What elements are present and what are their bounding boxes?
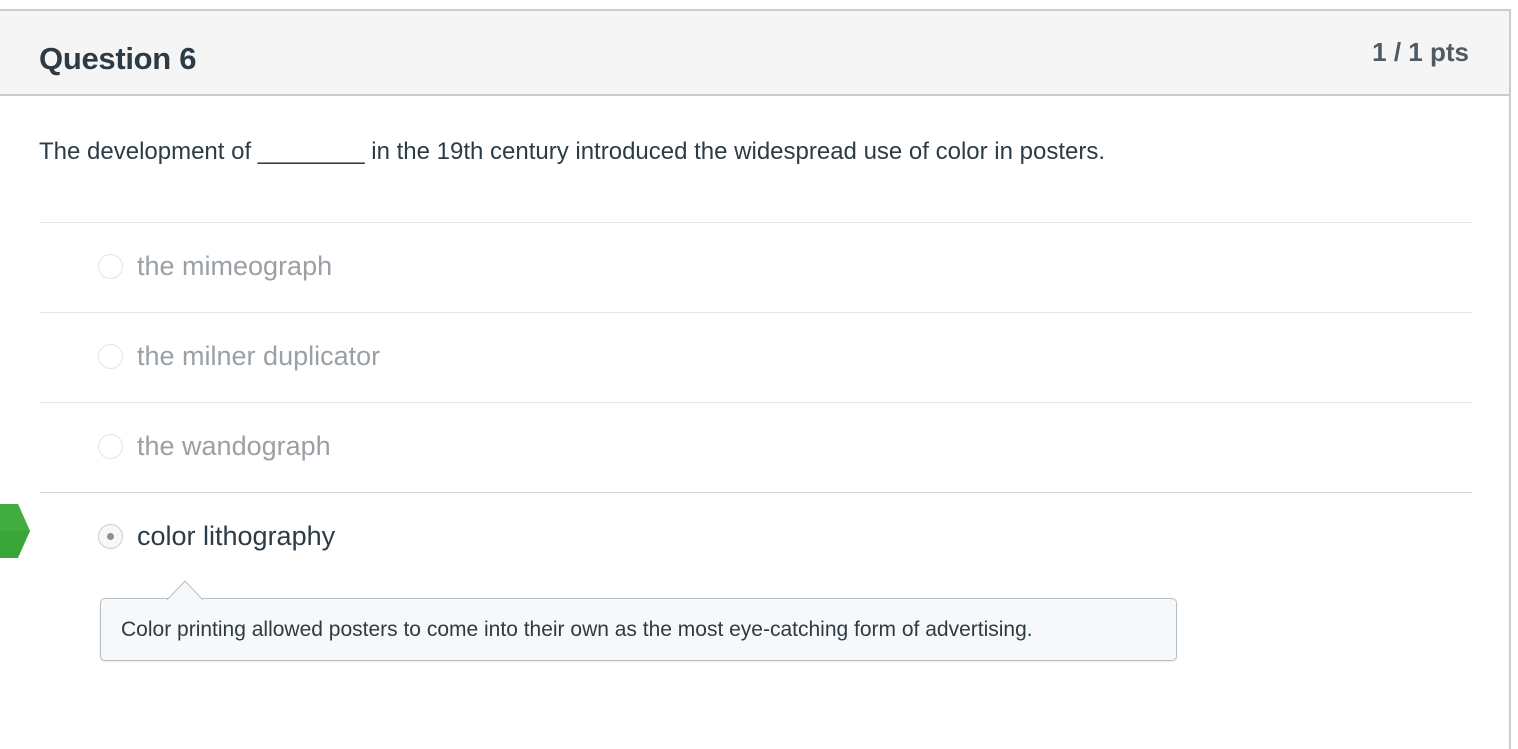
question-text: The development of ________ in the 19th century introduced the widespread use of color in posters. — [39, 138, 1106, 165]
question-title: Question 6 — [39, 41, 197, 76]
answer-option-milner-duplicator[interactable] — [40, 312, 1472, 403]
answer-label: color lithography — [137, 521, 336, 551]
feedback-text: Color printing allowed posters to come into their own as the most eye-catching form of advertising. — [121, 618, 1033, 641]
answer-label: the milner duplicator — [137, 341, 381, 371]
radio-button[interactable] — [98, 254, 123, 279]
answer-option-color-lithography[interactable] — [40, 492, 1472, 583]
correct-answer-arrow-icon — [0, 504, 30, 558]
answer-option-wandograph[interactable] — [40, 402, 1472, 493]
question-header — [0, 11, 1509, 96]
answer-feedback-comment — [100, 598, 1177, 661]
question-points: 1 / 1 pts — [1372, 37, 1469, 67]
radio-button[interactable] — [98, 344, 123, 369]
radio-button-selected[interactable] — [98, 524, 123, 549]
answer-option-mimeograph[interactable] — [40, 222, 1472, 313]
answer-label: the mimeograph — [137, 251, 333, 281]
feedback-pointer-icon — [167, 580, 203, 600]
answer-label: the wandograph — [137, 431, 331, 461]
radio-button[interactable] — [98, 434, 123, 459]
